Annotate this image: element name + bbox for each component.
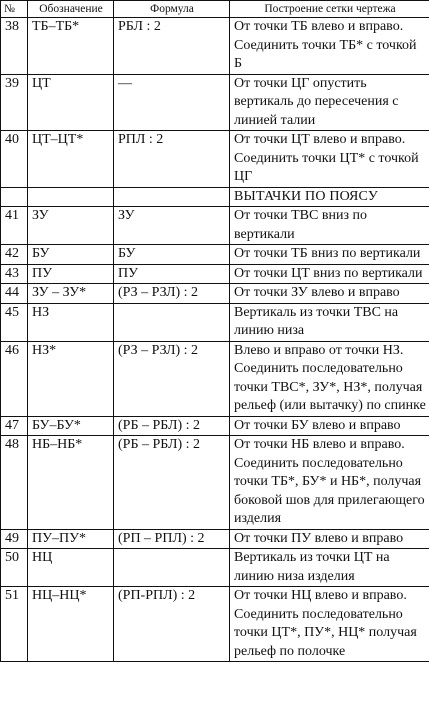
header-formula: Формула xyxy=(114,1,230,18)
row-num: 49 xyxy=(1,529,28,549)
section-row xyxy=(1,187,429,207)
table-row xyxy=(1,245,429,265)
row-num: 50 xyxy=(1,549,28,587)
table-row xyxy=(1,436,429,530)
row-symbol: НЦ–НЦ* xyxy=(28,587,114,662)
row-num: 48 xyxy=(1,436,28,530)
table-row xyxy=(1,549,429,587)
row-formula: — xyxy=(114,74,230,131)
row-description: От точки НБ влево и вправо. Соединить последовательно точки ТБ*, БУ* и НБ*, получая боковой шов для прилегающего изделия xyxy=(230,436,429,530)
section-empty-cell xyxy=(1,187,28,207)
header-description: Построение сетки чертежа xyxy=(230,1,429,18)
table-row xyxy=(1,131,429,188)
table-header-row xyxy=(1,1,429,18)
row-num: 39 xyxy=(1,74,28,131)
row-symbol: БУ xyxy=(28,245,114,265)
row-symbol: ПУ–ПУ* xyxy=(28,529,114,549)
row-num: 45 xyxy=(1,303,28,341)
row-num: 40 xyxy=(1,131,28,188)
row-formula xyxy=(114,549,230,587)
header-num: № xyxy=(1,1,28,18)
table-row xyxy=(1,264,429,284)
row-num: 47 xyxy=(1,416,28,436)
row-formula: (РП – РПЛ) : 2 xyxy=(114,529,230,549)
row-symbol: НБ–НБ* xyxy=(28,436,114,530)
row-symbol: БУ–БУ* xyxy=(28,416,114,436)
table-row xyxy=(1,341,429,416)
row-description: От точки ЗУ влево и вправо xyxy=(230,284,429,304)
row-symbol: НЗ xyxy=(28,303,114,341)
table-row xyxy=(1,587,429,662)
row-description: От точки ТВС вниз по вертикали xyxy=(230,207,429,245)
row-symbol: ЗУ – ЗУ* xyxy=(28,284,114,304)
row-formula: БУ xyxy=(114,245,230,265)
row-formula: ПУ xyxy=(114,264,230,284)
row-formula: (РБ – РБЛ) : 2 xyxy=(114,416,230,436)
table-row xyxy=(1,416,429,436)
row-num: 44 xyxy=(1,284,28,304)
row-description: Вертикаль из точки ТВС на линию низа xyxy=(230,303,429,341)
row-description: От точки ЦГ опустить вертикаль до пересечения с линией талии xyxy=(230,74,429,131)
section-title: ВЫТАЧКИ ПО ПОЯСУ xyxy=(230,187,429,207)
row-symbol: ЦТ–ЦТ* xyxy=(28,131,114,188)
row-description: От точки ПУ влево и вправо xyxy=(230,529,429,549)
row-num: 46 xyxy=(1,341,28,416)
row-description: От точки БУ влево и вправо xyxy=(230,416,429,436)
row-description: От точки НЦ влево и вправо. Соединить последовательно точки ЦТ*, ПУ*, НЦ* получая рельеф по полочке xyxy=(230,587,429,662)
section-empty-cell xyxy=(114,187,230,207)
table-row xyxy=(1,284,429,304)
row-num: 42 xyxy=(1,245,28,265)
row-symbol: ЗУ xyxy=(28,207,114,245)
row-num: 38 xyxy=(1,18,28,75)
table-row xyxy=(1,529,429,549)
table-row xyxy=(1,18,429,75)
row-num: 41 xyxy=(1,207,28,245)
row-description: От точки ЦТ влево и вправо. Соединить точки ЦТ* с точкой ЦГ xyxy=(230,131,429,188)
table-row xyxy=(1,207,429,245)
row-formula: (РБ – РБЛ) : 2 xyxy=(114,436,230,530)
row-description: Вертикаль из точки ЦТ на линию низа изделия xyxy=(230,549,429,587)
table-row xyxy=(1,303,429,341)
row-description: Влево и вправо от точки НЗ. Соединить последовательно точки ТВС*, ЗУ*, НЗ*, получая рельеф (или вытачку) по спинке xyxy=(230,341,429,416)
row-symbol: ПУ xyxy=(28,264,114,284)
row-symbol: ЦТ xyxy=(28,74,114,131)
row-num: 51 xyxy=(1,587,28,662)
header-symbol: Обозначение xyxy=(28,1,114,18)
row-description: От точки ЦТ вниз по вертикали xyxy=(230,264,429,284)
row-formula: (РЗ – РЗЛ) : 2 xyxy=(114,341,230,416)
row-symbol: ТБ–ТБ* xyxy=(28,18,114,75)
row-formula: РПЛ : 2 xyxy=(114,131,230,188)
row-formula: ЗУ xyxy=(114,207,230,245)
row-num: 43 xyxy=(1,264,28,284)
row-description: От точки ТБ влево и вправо. Соединить точки ТБ* с точкой Б xyxy=(230,18,429,75)
row-symbol: НЦ xyxy=(28,549,114,587)
row-formula: РБЛ : 2 xyxy=(114,18,230,75)
row-formula: (РЗ – РЗЛ) : 2 xyxy=(114,284,230,304)
table-row xyxy=(1,74,429,131)
row-symbol: НЗ* xyxy=(28,341,114,416)
row-description: От точки ТБ вниз по вертикали xyxy=(230,245,429,265)
row-formula xyxy=(114,303,230,341)
row-formula: (РП-РПЛ) : 2 xyxy=(114,587,230,662)
section-empty-cell xyxy=(28,187,114,207)
